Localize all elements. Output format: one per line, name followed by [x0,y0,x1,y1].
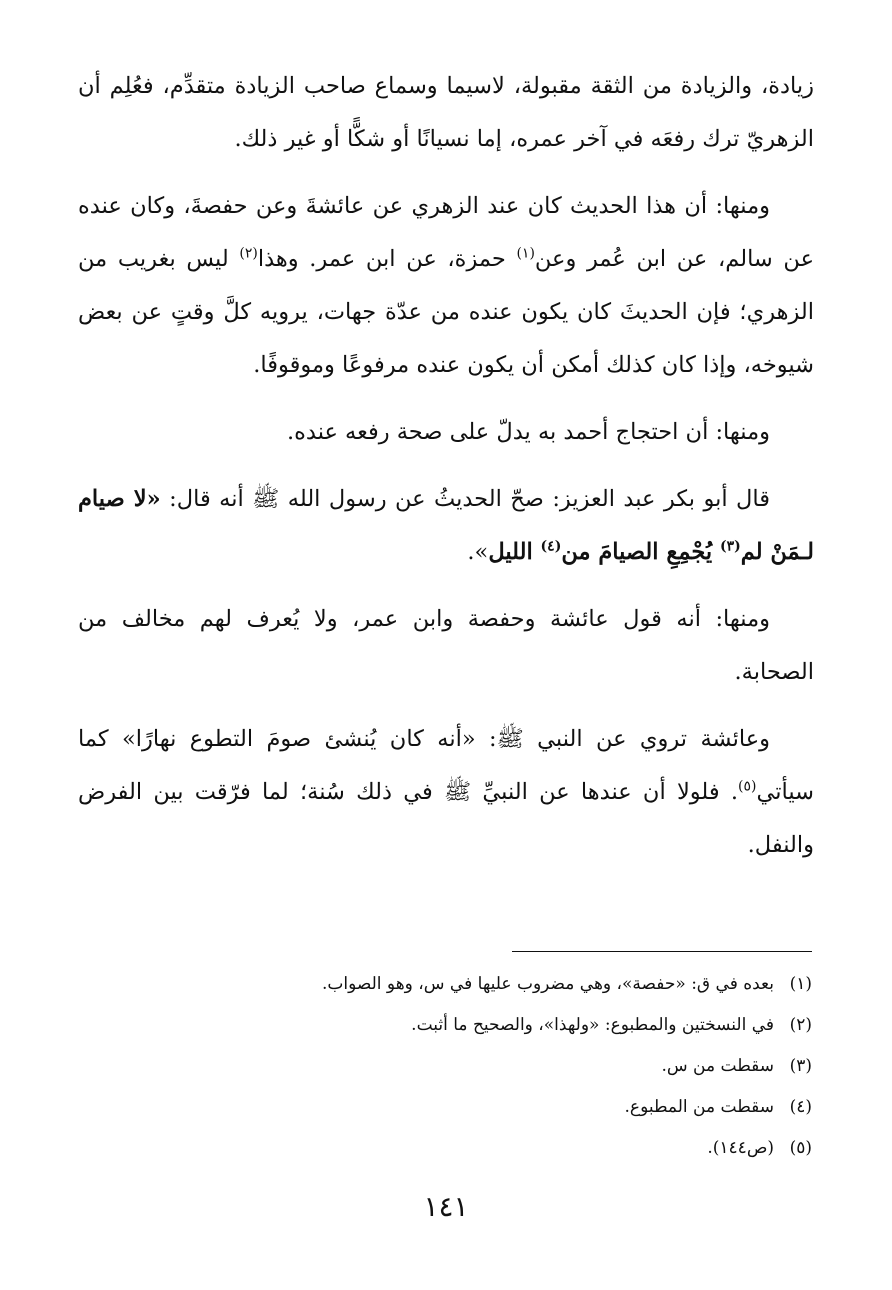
footnote-ref-3[interactable]: (٣) [719,538,741,555]
footnote-text: سقطت من س. [661,1056,774,1076]
paragraph-6 [78,713,814,872]
footnote-number: (٥) [789,1138,812,1158]
footnote-ref-4[interactable]: (٤) [540,538,562,555]
footnotes [200,964,812,1169]
paragraph-6-text-a: وعائشة تروي عن النبي ﷺ: «أنه كان يُنشئ صومَ التطوع نهارًا» كما سيأتي [78,726,814,805]
paragraph-2-text-b: حمزة، عن ابن عمر. وهذا [257,246,517,272]
paragraph-5-text: ومنها: أنه قول عائشة وحفصة وابن عمر، ولا يُعرف لهم مخالف من الصحابة. [78,606,814,685]
footnote-number: (١) [789,974,812,994]
paragraph-4-text-a: قال أبو بكر عبد العزيز: صحّ الحديثُ عن رسول الله ﷺ أنه قال: [160,486,770,512]
paragraph-3 [78,406,814,459]
paragraph-1 [78,60,814,166]
paragraph-4 [78,473,814,579]
hadith-quote-part-1: «لا صيام لـمَنْ لم [78,486,814,565]
footnote-number: (٢) [789,1015,812,1035]
footnote-4 [200,1087,812,1128]
footnote-text: في النسختين والمطبوع: «ولهذا»، والصحيح ما أثبت. [411,1015,774,1035]
footnote-separator [512,951,812,952]
paragraph-5 [78,593,814,699]
hadith-quote-part-2: يُجْمِعِ الصيامَ من [561,539,720,565]
paragraph-4-end: ». [467,539,489,565]
main-text [78,60,814,886]
footnote-number: (٣) [789,1056,812,1076]
footnote-text: بعده في ق: «حفصة»، وهي مضروب عليها في س، وهو الصواب. [321,974,774,994]
footnote-ref-5[interactable]: (٥) [738,778,757,795]
footnote-5 [200,1128,812,1169]
footnote-ref-1[interactable]: (١) [516,245,535,262]
paragraph-2-text-c: ليس بغريب من الزهري؛ فإن الحديثَ كان يكون عنده من عدّة جهات، يرويه كلَّ وقتٍ عن بعض شيوخه، وإذا كان كذلك أمكن أن يكون عنده مرفوعًا وموقوفًا. [78,246,814,378]
footnote-number: (٤) [789,1097,812,1117]
paragraph-2-text-a: ومنها: أن هذا الحديث كان عند الزهري عن عائشةَ وعن حفصةَ، وكان عنده عن سالم، عن ابن عُمر وعن [78,193,814,272]
paragraph-2 [78,180,814,392]
footnote-ref-2[interactable]: (٢) [239,245,258,262]
paragraph-1-text: زيادة، والزيادة من الثقة مقبولة، لاسيما وسماع صاحب الزيادة متقدِّم، فعُلِم أن الزهريّ ترك رفعَه في آخر عمره، إما نسيانًا أو شكًّا أو غير ذلك. [78,73,814,152]
hadith-quote-part-3: الليل [488,539,541,565]
footnote-3 [200,1046,812,1087]
paragraph-6-text-b: . فلولا أن عندها عن النبيِّ ﷺ في ذلك سُنة؛ لما فرّقت بين الفرض والنفل. [78,779,814,858]
footnote-2 [200,1005,812,1046]
footnote-text: (ص١٤٤). [707,1138,774,1158]
footnote-text: سقطت من المطبوع. [624,1097,774,1117]
page-number: ١٤١ [423,1190,469,1223]
paragraph-3-text: ومنها: أن احتجاج أحمد به يدلّ على صحة رفعه عنده. [286,419,770,445]
footnote-1 [200,964,812,1005]
